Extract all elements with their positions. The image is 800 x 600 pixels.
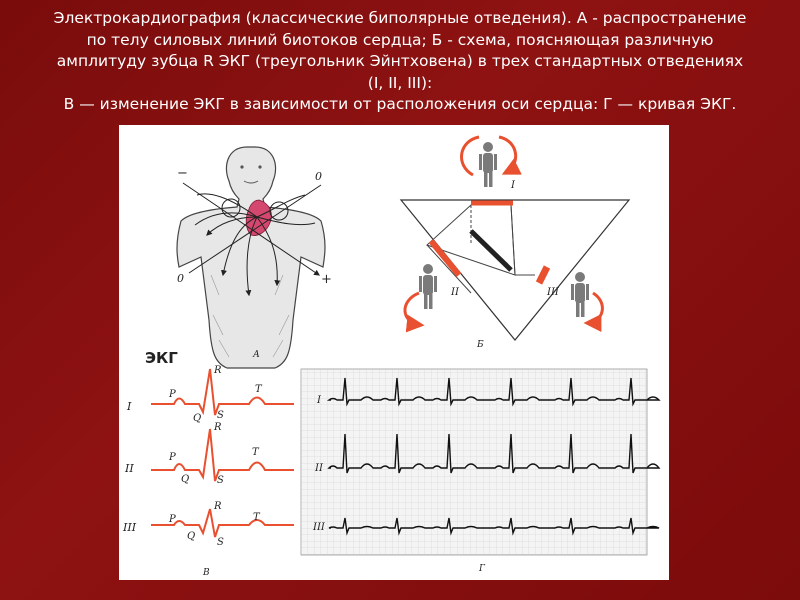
lead-label: I bbox=[511, 180, 515, 191]
wave-label: T bbox=[255, 384, 262, 395]
panel-a-torso-diagram bbox=[177, 147, 332, 368]
plus-sign: + bbox=[321, 272, 332, 287]
caption-line: амплитуду зубца R ЭКГ (треугольник Эйнтховена) в трех стандартных отведениях bbox=[56, 52, 744, 70]
person-icon bbox=[419, 264, 437, 309]
lead-ii-segment bbox=[431, 241, 459, 275]
wave-label: S bbox=[217, 410, 224, 421]
wave-label: T bbox=[252, 447, 259, 458]
lead-label: I bbox=[317, 395, 321, 406]
lead-label: II bbox=[125, 462, 134, 475]
panel-label: А bbox=[253, 350, 260, 360]
ecg-title: ЭКГ bbox=[145, 349, 178, 367]
wave-label: R bbox=[214, 365, 222, 376]
lead-label: II bbox=[315, 463, 323, 474]
lead-label: III bbox=[547, 287, 559, 298]
torso-outline bbox=[177, 147, 325, 368]
minus-sign: − bbox=[177, 166, 188, 181]
panel-label: В bbox=[203, 568, 210, 578]
ecg-figure bbox=[119, 125, 669, 580]
lead-label: II bbox=[451, 287, 459, 298]
wave-label: T bbox=[253, 512, 260, 523]
wave-label: Q bbox=[193, 413, 202, 424]
wave-label: P bbox=[169, 514, 176, 525]
lead-label: III bbox=[123, 521, 137, 534]
wave-label: S bbox=[217, 537, 224, 548]
lead-label: III bbox=[313, 522, 325, 533]
wave-label: S bbox=[217, 475, 224, 486]
zero-label: 0 bbox=[177, 272, 184, 285]
wave-label: Q bbox=[187, 531, 196, 542]
lead-label: I bbox=[127, 400, 132, 413]
wave-label: R bbox=[214, 422, 222, 433]
panel-label: Б bbox=[477, 340, 484, 350]
wave-label: R bbox=[214, 501, 222, 512]
zero-label: 0 bbox=[315, 170, 322, 183]
slide-caption bbox=[30, 8, 770, 116]
wave-label: P bbox=[169, 389, 176, 400]
person-icon bbox=[571, 272, 589, 317]
panel-label: Г bbox=[479, 564, 485, 574]
panel-v-ecg-leads bbox=[122, 349, 294, 578]
person-icon bbox=[479, 142, 497, 187]
figure-svg bbox=[119, 125, 669, 580]
wave-label: Q bbox=[181, 474, 190, 485]
wave-label: P bbox=[169, 452, 176, 463]
lead-iii-segment bbox=[539, 267, 547, 283]
caption-line: В — изменение ЭКГ в зависимости от расположения оси сердца: Г — кривая ЭКГ. bbox=[63, 95, 737, 113]
caption-line: (I, II, III): bbox=[367, 73, 433, 92]
panel-b-einthoven-triangle bbox=[401, 137, 629, 350]
caption-line: Электрокардиография (классические биполярные отведения). А - распространение bbox=[53, 9, 747, 27]
caption-line: по телу силовых линий биотоков сердца; Б - схема, поясняющая различную bbox=[86, 30, 714, 49]
panel-g-ecg-strip bbox=[301, 369, 659, 574]
